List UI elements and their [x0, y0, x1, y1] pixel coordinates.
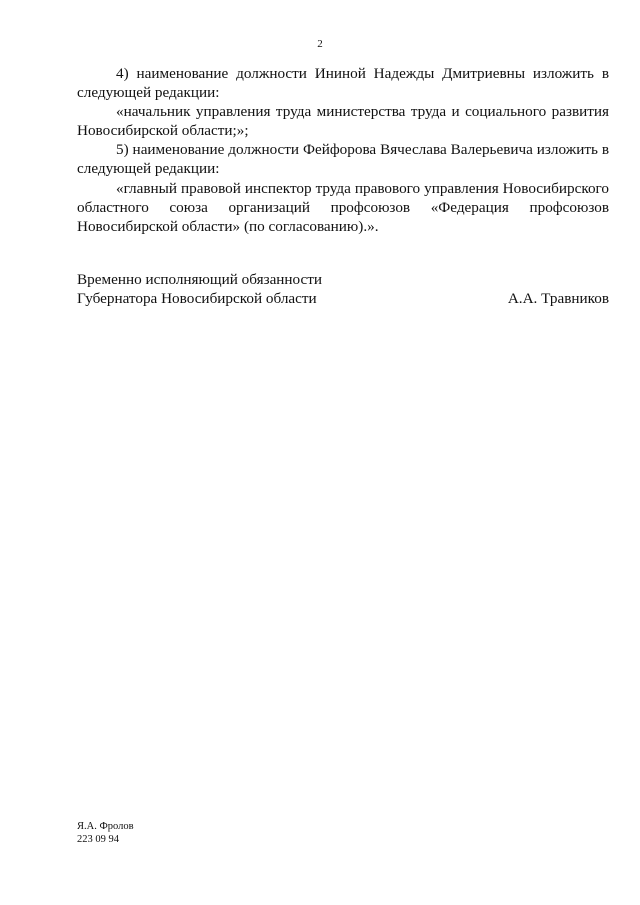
signatory-position-line1: Временно исполняющий обязанности — [77, 271, 323, 288]
signature-line — [77, 289, 609, 308]
executor-footer — [77, 820, 134, 846]
signatory-name: А.А. Травников — [507, 290, 609, 307]
executor-phone: 223 09 94 — [77, 834, 119, 845]
signatory-position-line2: Губернатора Новосибирской области — [77, 290, 317, 307]
paragraph-item-5-text: «главный правовой инспектор труда правового управления Новосибирского областного союза организаций профсоюзов «Федерация профсоюзов Новосибирской области» (по согласованию).». — [77, 179, 609, 235]
document-body — [77, 64, 609, 236]
paragraph-item-5: 5) наименование должности Фейфорова Вячеслава Валерьевича изложить в следующей редакции: — [77, 141, 609, 178]
executor-name: Я.А. Фролов — [77, 821, 134, 832]
paragraph-item-4-text: «начальник управления труда министерства труда и социального развития Новосибирской области;»; — [77, 103, 609, 140]
signature-block — [77, 270, 609, 308]
page-number: 2 — [317, 38, 323, 50]
paragraph-item-4: 4) наименование должности Ининой Надежды Дмитриевны изложить в следующей редакции: — [77, 65, 609, 102]
